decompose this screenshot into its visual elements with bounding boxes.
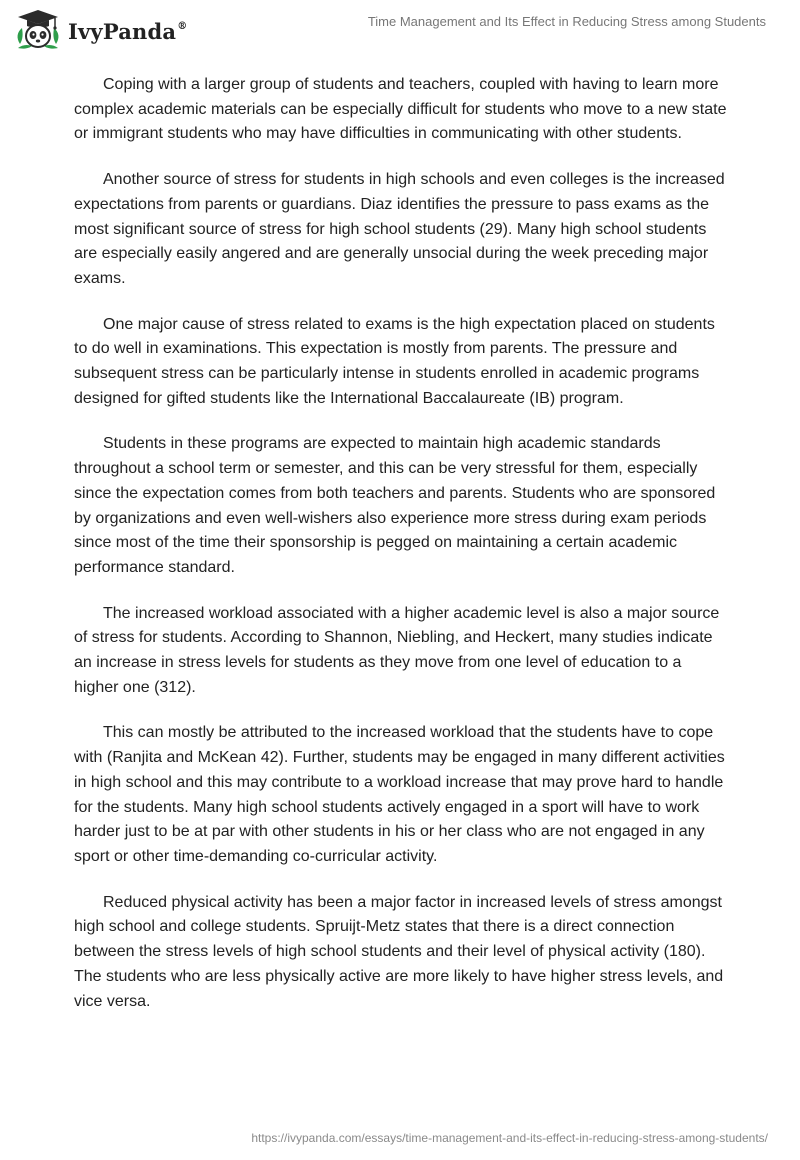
paragraph-2: Another source of stress for students in high schools and even colleges is the increased expectations from parents or guardians. Diaz identifies the pressure to pass exams as the most significant source of stress for high school students (29). Many high school students are especially easily angered and are generally unsocial during the week preceding major exams. (74, 171, 725, 287)
paragraph-4: Students in these programs are expected to maintain high academic standards throughout a school term or semester, and this can be very stressful for them, especially since the expectation comes from both teachers and parents. Students who are sponsored by organizations and even well-wishers also experience more stress during exam periods since most of the time their sponsorship is pegged on maintaining a certain academic performance standard. (74, 435, 716, 576)
paragraph-5: The increased workload associated with a higher academic level is also a major source of stress for students. According to Shannon, Niebling, and Heckert, many studies indicate an increase in stress levels for students as they move from one level of education to a higher one (312). (74, 604, 720, 696)
essay-body (74, 73, 728, 1035)
panda-graduate-icon (14, 8, 62, 52)
brand-name: IvyPanda® (68, 18, 188, 44)
document-title: Time Management and Its Effect in Reducing Stress among Students (367, 14, 766, 29)
ivypanda-logo[interactable] (14, 8, 187, 52)
paragraph-6: This can mostly be attributed to the increased workload that the students have to cope with (Ranjita and McKean 42). Further, students may be engaged in many different activities in high school and this may contribute to a workload increase that may prove hard to handle for the students. Many high school students actively engaged in a sport will have to work harder just to be at par with other students in his or her class who are not engaged in any sport or other time-demanding co-curricular activity. (74, 724, 725, 865)
paragraph-7: Reduced physical activity has been a major factor in increased levels of stress amongst high school and college students. Spruijt-Metz states that there is a direct connection between the stress levels of high school students and their level of physical activity (180). The students who are less physically active are more likely to have higher stress levels, and vice versa. (74, 893, 724, 1010)
source-url[interactable]: https://ivypanda.com/essays/time-management-and-its-effect-in-reducing-stress-among-students/ (251, 1131, 768, 1145)
paragraph-1: Coping with a larger group of students and teachers, coupled with having to learn more complex academic materials can be especially difficult for students who move to a new state or immigrant students who may have difficulties in communicating with other students. (74, 76, 727, 143)
page-header (0, 0, 800, 60)
registered-mark: ® (177, 20, 188, 32)
paragraph-3: One major cause of stress related to exams is the high expectation placed on students to do well in examinations. This expectation is mostly from parents. The pressure and subsequent stress can be particularly intense in students enrolled in academic programs designed for gifted students like the International Baccalaureate (IB) program. (74, 315, 715, 407)
